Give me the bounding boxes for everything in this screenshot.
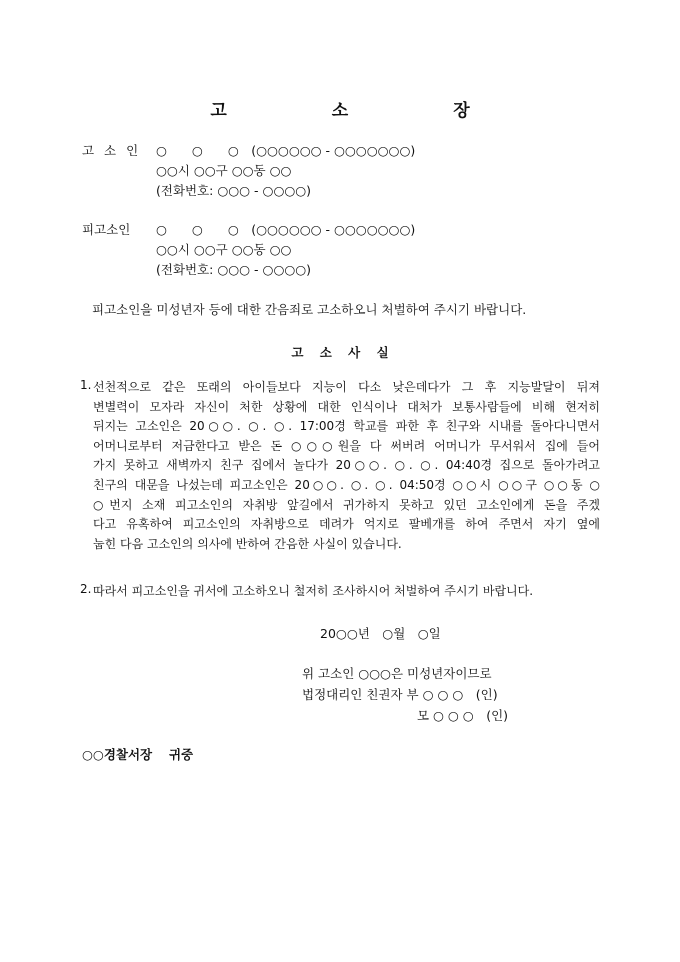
fact-line: 다고 유혹하여 피고소인의 자취방으로 데려가 억지로 팔베개를 하여 주면서 자기 옆에 xyxy=(93,517,600,532)
accused-label: 피고소인 xyxy=(82,222,131,237)
addressee: ○○경찰서장 귀중 xyxy=(82,747,194,762)
fact-line: 선천적으로 같은 또래의 아이들보다 지능이 다소 낮은데다가 그 후 지능발달이 뒤져 xyxy=(93,380,600,394)
fact-item-1 xyxy=(80,378,600,554)
complainant-name: ○ ○ ○ (○○○○○○ - ○○○○○○○) xyxy=(156,143,416,158)
petition-text: 피고소인을 미성년자 등에 대한 간음죄로 고소하오니 처벌하여 주시기 바랍니다. xyxy=(92,302,527,317)
document-date: 20○○년 ○월 ○일 xyxy=(320,626,441,641)
complainant-label: 고 소 인 xyxy=(82,143,142,158)
complainant-phone: (전화번호: ○○○ - ○○○○) xyxy=(156,183,312,198)
fact-line: ○번지 소재 피고소인의 자취방 앞길에서 귀가하지 못하고 있던 고소인에게 돈을 주겠 xyxy=(93,497,600,512)
fact-number: 2. xyxy=(80,582,92,596)
fact-line: 뒤지는 고소인은 20○○. ○. ○. 17:00경 학교를 파한 후 친구와 시내를 돌아다니면서 xyxy=(93,419,600,434)
fact-line: 어머니로부터 저금한다고 받은 돈 ○○○원을 다 써버려 어머니가 무서워서 집에 들어 xyxy=(93,438,600,453)
document-title: 고 소 장 xyxy=(210,101,514,121)
signature-line-3: 모 ○ ○ ○ (인) xyxy=(417,708,509,723)
facts-heading: 고 소 사 실 xyxy=(291,345,395,360)
signature-line-2: 법정대리인 친권자 부 ○ ○ ○ (인) xyxy=(302,687,498,702)
accused-address: ○○시 ○○구 ○○동 ○○ xyxy=(156,242,292,257)
complainant-address: ○○시 ○○구 ○○동 ○○ xyxy=(156,163,292,178)
accused-name: ○ ○ ○ (○○○○○○ - ○○○○○○○) xyxy=(156,222,416,237)
fact-line: 변별력이 모자라 자신이 처한 상황에 대한 인식이나 대처가 보통사람들에 비해 현저히 xyxy=(93,399,600,414)
signature-line-1: 위 고소인 ○○○은 미성년자이므로 xyxy=(302,666,492,681)
fact-line: 따라서 피고소인을 귀서에 고소하오니 철저히 조사하시어 처벌하여 주시기 바랍니다. xyxy=(93,584,534,598)
accused-phone: (전화번호: ○○○ - ○○○○) xyxy=(156,262,312,277)
fact-line: 눕힌 다음 고소인의 의사에 반하여 간음한 사실이 있습니다. xyxy=(93,536,402,551)
fact-item-2 xyxy=(80,582,600,602)
fact-line: 가지 못하고 새벽까지 친구 집에서 놀다가 20○○. ○. ○. 04:40경 집으로 돌아가려고 xyxy=(93,458,600,473)
fact-number: 1. xyxy=(80,378,92,392)
fact-line: 친구의 대문을 나섰는데 피고소인은 20○○. ○. ○. 04:50경 ○○시 ○○구 ○○동 ○ xyxy=(93,477,600,492)
accused-block xyxy=(82,220,415,280)
complainant-block xyxy=(82,141,415,201)
